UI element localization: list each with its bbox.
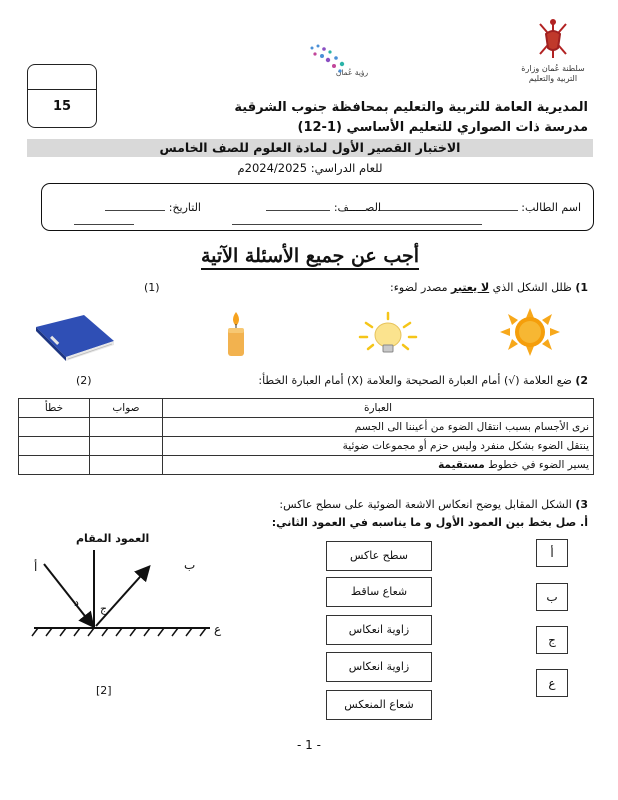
q3-letter-box[interactable] bbox=[536, 626, 568, 654]
q2-row-2-text: ينتقل الضوء بشكل منفرد وليس حزم أو مجموعات ضوئية bbox=[342, 440, 589, 452]
q2-header-correct: صواب bbox=[90, 399, 163, 418]
q1-option-book[interactable] bbox=[32, 313, 116, 361]
score-total: 15 bbox=[52, 99, 72, 114]
q3-option-label: زاوية انعكاس bbox=[348, 660, 410, 673]
q1-option-light-bulb[interactable] bbox=[356, 311, 420, 357]
q3-number: 3) bbox=[575, 498, 588, 511]
q2-row-1-correct-cell[interactable] bbox=[90, 418, 163, 437]
diagram-label-j: ج bbox=[100, 602, 108, 615]
vision-logo-text: رؤية عُمان bbox=[335, 68, 369, 77]
q2-table bbox=[18, 398, 594, 475]
q1-option-sun[interactable] bbox=[492, 306, 568, 358]
q3-option-label: شعاع المنعكس bbox=[344, 698, 414, 711]
q1-text-post: مصدر لضوء: bbox=[390, 281, 451, 294]
q3-text: الشكل المقابل يوضح انعكاس الاشعة الضوئية على سطح عاكس: bbox=[279, 498, 572, 511]
diagram-label-b: ب bbox=[184, 558, 196, 572]
incident-ray bbox=[44, 564, 92, 625]
q3-prompt bbox=[279, 498, 588, 511]
candle-icon bbox=[222, 310, 250, 358]
sun-icon bbox=[492, 306, 568, 358]
date-label: التاريخ: bbox=[168, 201, 201, 214]
score-box-divider bbox=[28, 89, 96, 90]
student-name-field[interactable] bbox=[378, 200, 581, 214]
vision-logo bbox=[300, 40, 390, 80]
q1-text-pre: ظلل الشكل الذي bbox=[489, 281, 572, 294]
q2-row-1-wrong-cell[interactable] bbox=[19, 418, 90, 437]
q2-header-wrong: خطأ bbox=[19, 399, 90, 418]
diagram-label-d: د bbox=[74, 596, 79, 609]
score-box bbox=[27, 64, 97, 128]
q2-row-3-emphasis: مستقيمة bbox=[438, 459, 485, 471]
q2-row-statement bbox=[163, 418, 594, 437]
q2-prompt bbox=[258, 374, 588, 387]
q2-row-2-correct-cell[interactable] bbox=[90, 437, 163, 456]
q3-option-label: سطح عاكس bbox=[349, 549, 408, 562]
q3-option-label: زاوية انعكاس bbox=[348, 623, 410, 636]
q3-option-box[interactable] bbox=[326, 541, 432, 571]
q2-text: ضع العلامة (√) أمام العبارة الصحيحة والعلامة (X) أمام العبارة الخطأ: bbox=[258, 374, 572, 387]
main-instruction-text: أجب عن جميع الأسئلة الآتية bbox=[201, 245, 419, 270]
q2-row-statement bbox=[163, 456, 594, 475]
q2-row bbox=[19, 418, 594, 437]
q1-option-candle[interactable] bbox=[222, 310, 250, 358]
mirror-hatching bbox=[32, 628, 206, 636]
diagram-label-ain: ع bbox=[214, 622, 222, 636]
q2-row bbox=[19, 456, 594, 475]
q2-row-statement bbox=[163, 437, 594, 456]
normal-label: العمود المقام bbox=[76, 532, 150, 545]
book-icon bbox=[32, 313, 116, 361]
school-name: مدرسة ذات الصواري للتعليم الأساسي (1-12) bbox=[297, 120, 588, 135]
academic-year: للعام الدراسي: 2024/2025م bbox=[237, 161, 383, 175]
q3-letter-box[interactable] bbox=[536, 583, 568, 611]
name-line-2 bbox=[232, 224, 482, 225]
q2-table-header bbox=[19, 399, 594, 418]
main-instruction bbox=[27, 245, 593, 267]
class-field[interactable] bbox=[266, 200, 381, 214]
q3-letter-box[interactable] bbox=[536, 669, 568, 697]
student-name-label: اسم الطالب: bbox=[521, 201, 581, 214]
class-line bbox=[266, 200, 330, 211]
reflected-ray bbox=[96, 568, 148, 626]
reflection-diagram-svg bbox=[28, 528, 238, 648]
q1-marks: (1) bbox=[144, 281, 160, 294]
q3-letter: ب bbox=[546, 590, 558, 604]
light-bulb-icon bbox=[356, 311, 420, 357]
student-name-line bbox=[378, 200, 518, 211]
q2-marks: (2) bbox=[76, 374, 92, 387]
q3-letter: ع bbox=[548, 676, 556, 690]
q3-letter: ج bbox=[548, 633, 556, 647]
q2-row bbox=[19, 437, 594, 456]
diagram-label-a: أ bbox=[34, 560, 38, 574]
ministry-logo bbox=[518, 14, 588, 84]
q2-header-statement: العبارة bbox=[163, 399, 594, 418]
q1-number: 1) bbox=[575, 281, 588, 294]
q3-letter-box[interactable] bbox=[536, 539, 568, 567]
q2-row-3-wrong-cell[interactable] bbox=[19, 456, 90, 475]
q3-option-box[interactable] bbox=[326, 652, 432, 682]
class-label: الصـــــف: bbox=[333, 201, 381, 214]
q3-option-box[interactable] bbox=[326, 615, 432, 645]
q3-letter: أ bbox=[550, 546, 554, 560]
q2-number: 2) bbox=[575, 374, 588, 387]
quiz-title: الاختبار القصير الأول لمادة العلوم للصف الخامس bbox=[27, 139, 593, 157]
q3-sub-a: أ. صل بخط بين العمود الأول و ما يناسبه في العمود الثاني: bbox=[271, 516, 588, 529]
q3-option-box[interactable] bbox=[326, 690, 432, 720]
q3-option-label: شعاع ساقط bbox=[350, 585, 408, 598]
q3-marks: [2] bbox=[96, 684, 112, 697]
directorate-name: المديرية العامة للتربية والتعليم بمحافظة جنوب الشرقية bbox=[234, 100, 588, 115]
q3-option-box[interactable] bbox=[326, 577, 432, 607]
ministry-logo-text: سلطنة عُمان وزارة التربية والتعليم bbox=[521, 64, 585, 83]
q2-row-3-correct-cell[interactable] bbox=[90, 456, 163, 475]
q1-text-emphasis: لا يعتبر bbox=[450, 281, 490, 294]
date-line bbox=[105, 200, 165, 211]
page-number: - 1 - bbox=[297, 738, 321, 752]
q1-prompt bbox=[390, 281, 588, 294]
q2-row-3-text: يسير الضوء في خطوط bbox=[484, 459, 589, 471]
q2-row-2-wrong-cell[interactable] bbox=[19, 437, 90, 456]
student-info-box bbox=[41, 183, 594, 231]
q2-row-1-text: نرى الأجسام بسبب انتقال الضوء من أعيننا الى الجسم bbox=[354, 421, 589, 433]
date-field[interactable] bbox=[105, 200, 201, 214]
date-line-2 bbox=[74, 224, 134, 225]
reflection-diagram bbox=[28, 528, 238, 648]
